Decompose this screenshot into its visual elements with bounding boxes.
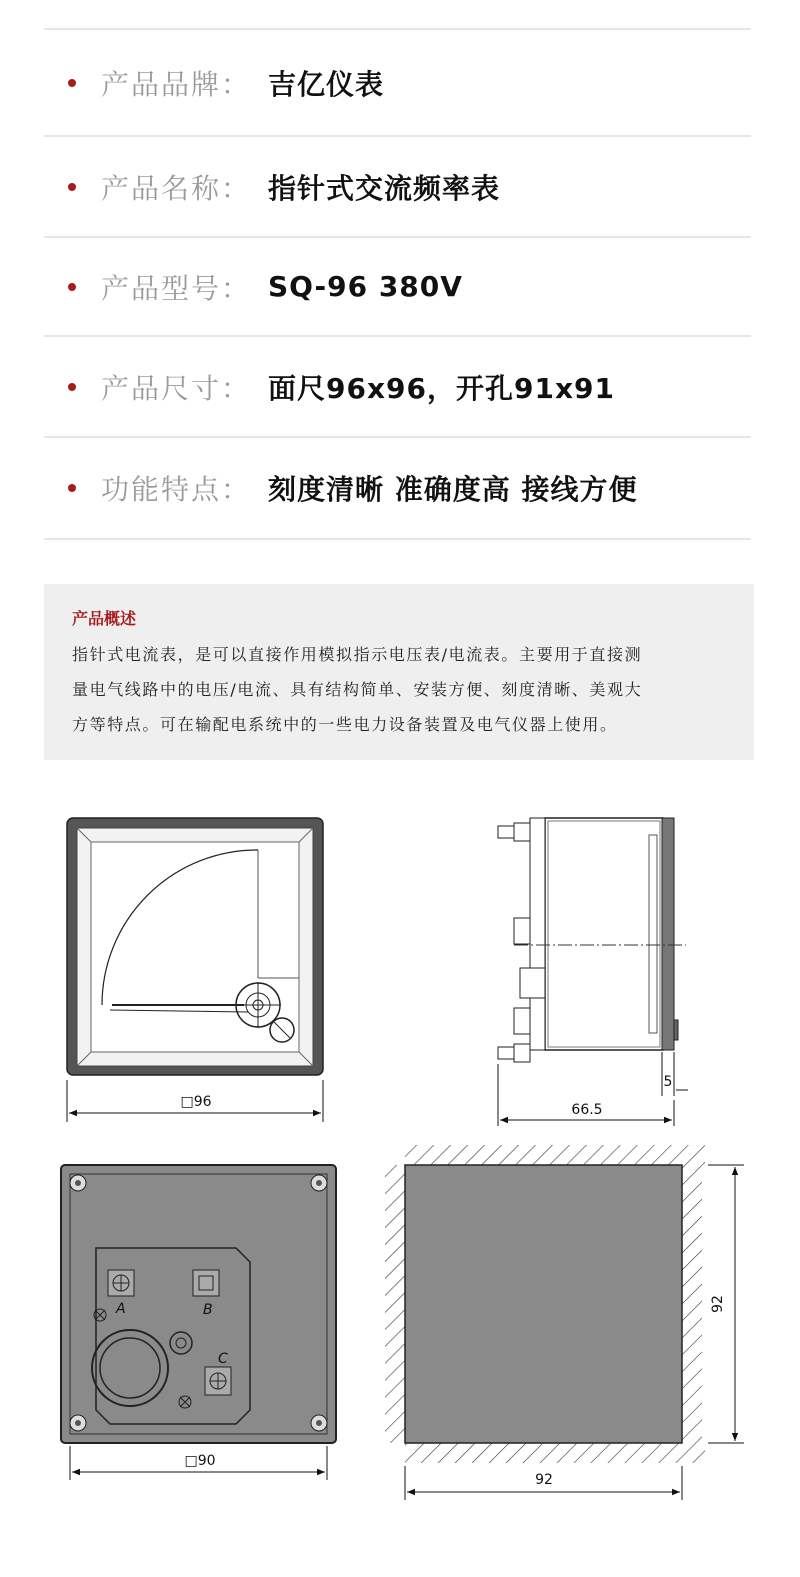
cutout-view-drawing	[385, 1145, 744, 1500]
bullet-dot	[68, 283, 76, 291]
bullet-dot	[68, 183, 76, 191]
spec-list	[44, 28, 751, 540]
side-depth-label: 66.5	[571, 1102, 603, 1118]
spec-row-features	[44, 436, 751, 540]
front-view-drawing	[67, 818, 323, 1122]
back-dimension-label: □90	[184, 1453, 216, 1469]
spec-row-name	[44, 135, 751, 236]
spec-label: 产品型号：	[101, 271, 252, 305]
spec-value: 吉亿仪表	[268, 67, 385, 101]
overview-line: 指针式电流表，是可以直接作用模拟指示电压表/电流表。主要用于直接测	[72, 645, 643, 664]
side-flange-label: 5	[663, 1074, 673, 1090]
overview-line: 方等特点。可在输配电系统中的一些电力设备装置及电气仪器上使用。	[72, 715, 618, 734]
spec-label: 功能特点：	[101, 473, 252, 506]
terminal-c-label: C	[218, 1351, 228, 1367]
spec-label: 产品尺寸：	[101, 371, 252, 405]
spec-value: 刻度清晰 准确度高 接线方便	[268, 473, 638, 506]
spec-label: 产品品牌：	[101, 67, 252, 101]
bullet-dot	[68, 383, 76, 391]
side-view-drawing	[498, 818, 688, 1126]
overview-line: 量电气线路中的电压/电流、具有结构简单、安装方便、刻度清晰、美观大	[72, 680, 643, 699]
overview-text	[72, 637, 726, 742]
terminal-b-label: B	[203, 1302, 213, 1318]
spec-row-size	[44, 335, 751, 436]
spec-value: 指针式交流频率表	[268, 171, 501, 205]
bullet-dot	[68, 79, 76, 87]
overview-panel	[44, 584, 754, 760]
terminal-a-label: A	[116, 1301, 126, 1317]
cutout-height-label: 92	[710, 1295, 726, 1313]
back-view-drawing	[61, 1165, 336, 1480]
spec-value: 面尺96x96，开孔91x91	[268, 371, 615, 405]
spec-row-brand	[44, 28, 751, 135]
dimension-drawings	[0, 790, 800, 1577]
overview-title: 产品概述	[72, 609, 137, 628]
spec-row-model	[44, 236, 751, 335]
cutout-width-label: 92	[535, 1472, 553, 1488]
front-dimension-label: □96	[180, 1094, 212, 1110]
spec-value: SQ-96 380V	[268, 270, 463, 303]
bullet-dot	[68, 484, 76, 492]
spec-label: 产品名称：	[101, 171, 252, 205]
